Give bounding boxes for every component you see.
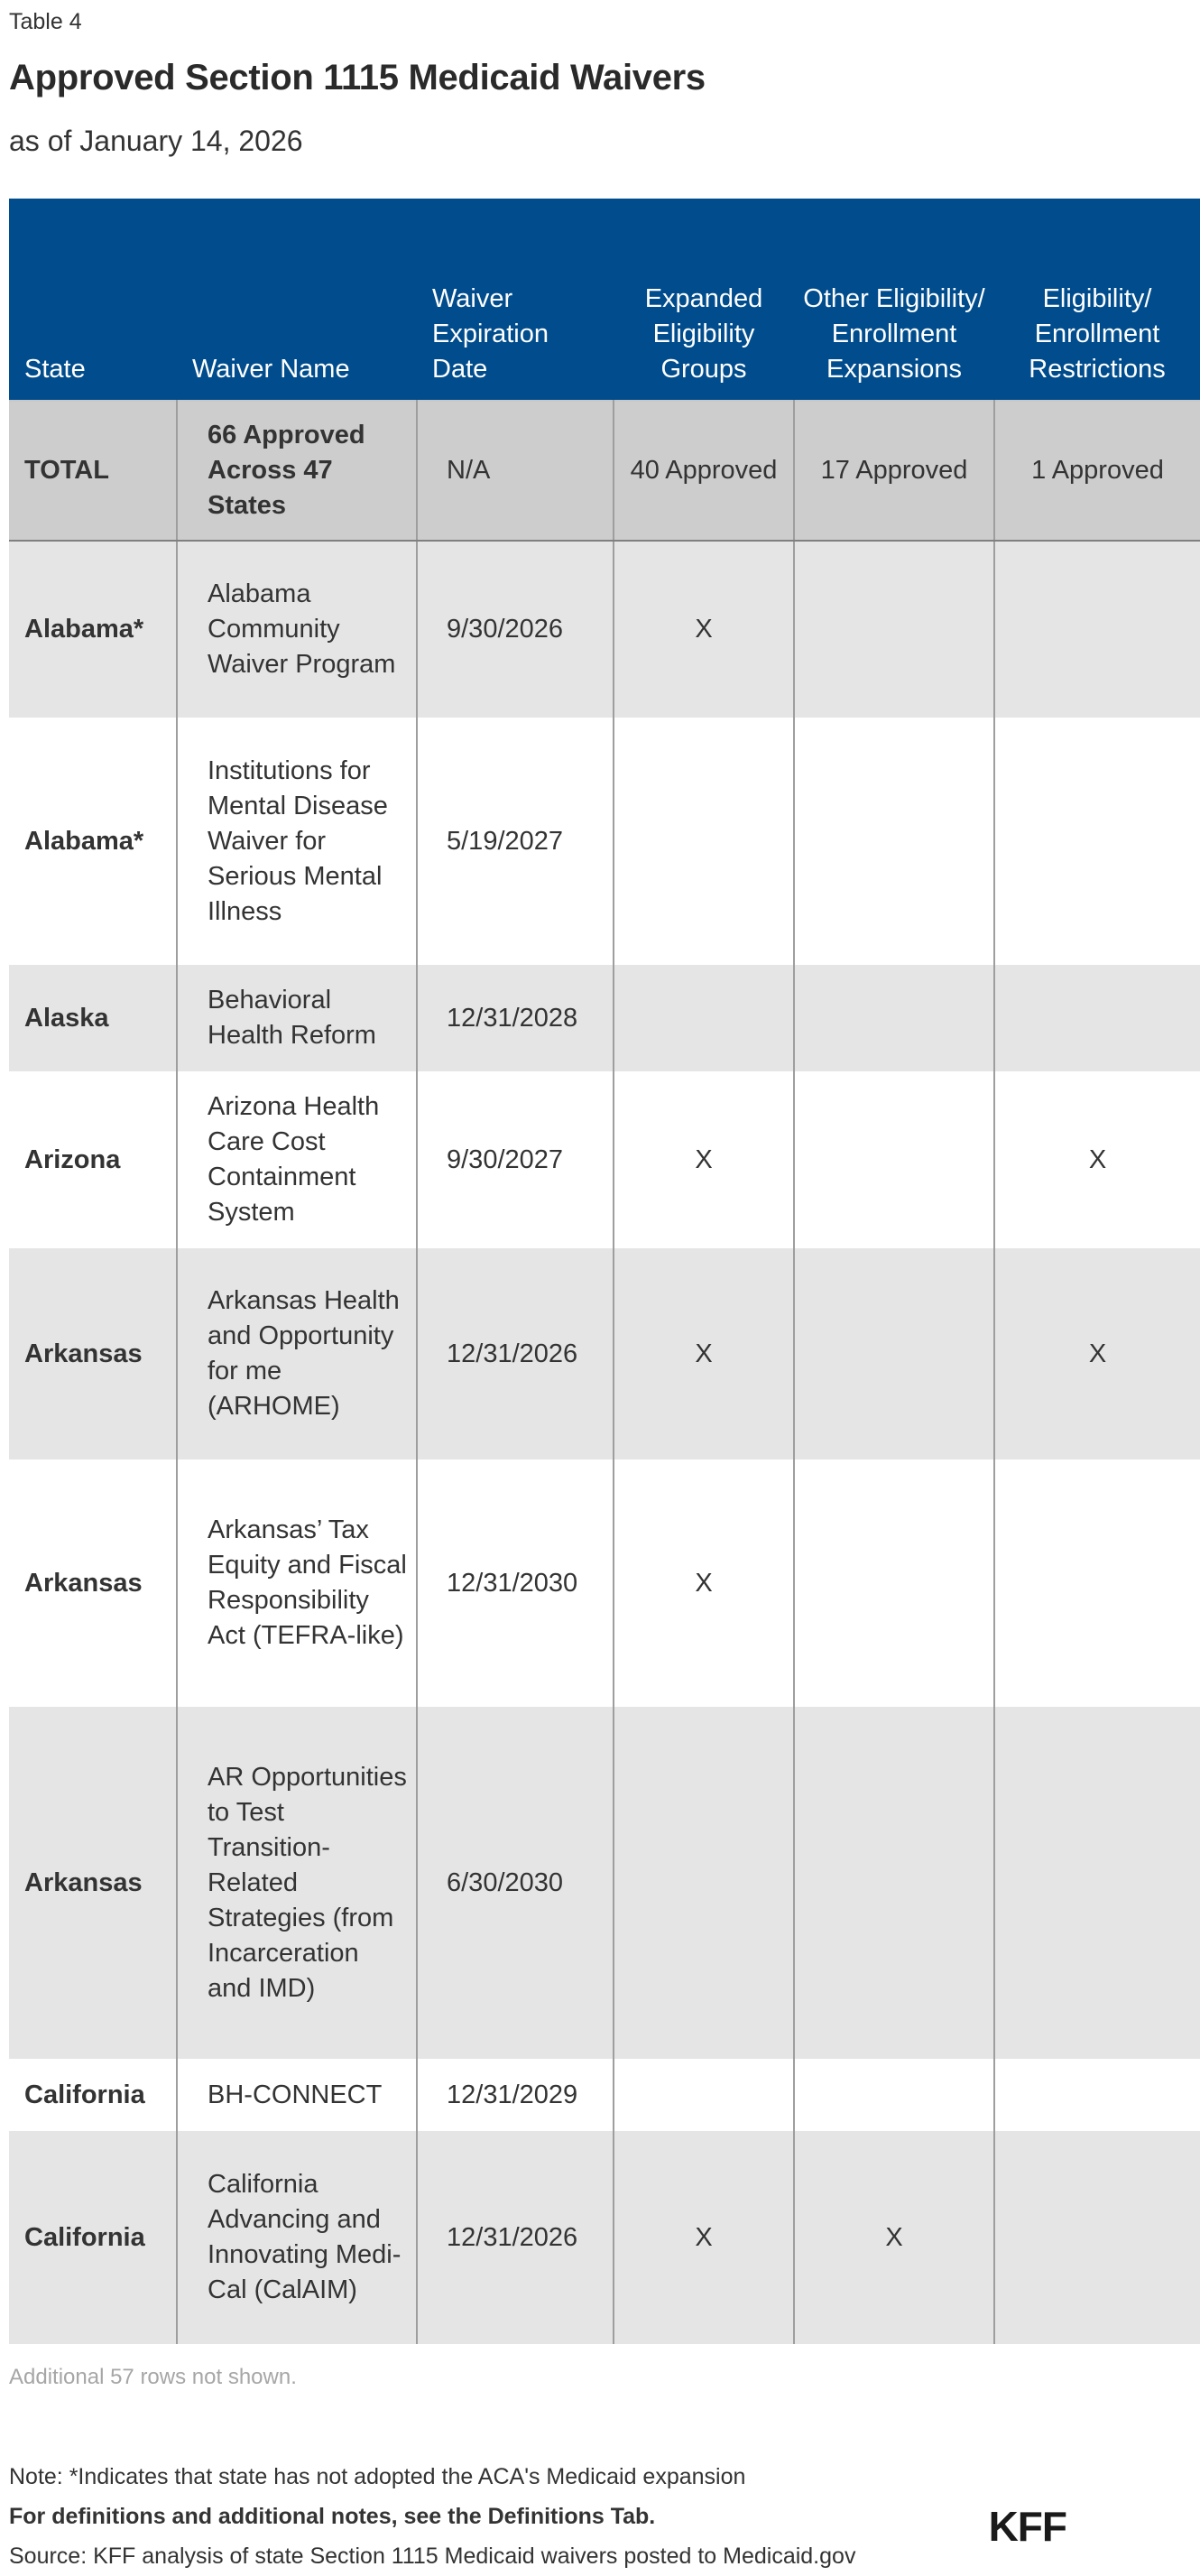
total-other-cell: 17 Approved: [794, 401, 994, 541]
state-cell: California: [9, 2059, 177, 2131]
expiration-date-cell: 9/30/2026: [417, 541, 614, 718]
restrictions-cell: [994, 965, 1200, 1071]
table-row-total: [9, 401, 1200, 541]
other-expansions-cell: [794, 1459, 994, 1707]
total-date-cell: N/A: [417, 401, 614, 541]
waiver-name-cell: Institutions for Mental Disease Waiver for Serious Mental Illness: [177, 718, 417, 965]
expiration-date-cell: 12/31/2026: [417, 2131, 614, 2344]
expiration-date-cell: 12/31/2026: [417, 1248, 614, 1459]
waiver-name-cell: Arizona Health Care Cost Containment System: [177, 1071, 417, 1248]
table-row: [9, 965, 1200, 1071]
table-label: Table 4: [9, 9, 82, 34]
expanded-eligibility-cell: [614, 718, 794, 965]
expiration-date-cell: 9/30/2027: [417, 1071, 614, 1248]
column-header-restrictions[interactable]: Eligibility/ Enrollment Restrictions: [994, 199, 1200, 401]
state-cell: Arkansas: [9, 1707, 177, 2059]
expanded-eligibility-cell: X: [614, 1459, 794, 1707]
expiration-date-cell: 6/30/2030: [417, 1707, 614, 2059]
restrictions-cell: [994, 2131, 1200, 2344]
table-row: [9, 1707, 1200, 2059]
total-expanded-cell: 40 Approved: [614, 401, 794, 541]
other-expansions-cell: [794, 1071, 994, 1248]
definitions-note: For definitions and additional notes, see the Definitions Tab.: [9, 2504, 656, 2529]
waiver-name-cell: Arkansas’ Tax Equity and Fiscal Responsibility Act (TEFRA-like): [177, 1459, 417, 1707]
expiration-date-cell: 12/31/2029: [417, 2059, 614, 2131]
table-row: [9, 541, 1200, 718]
expanded-eligibility-cell: X: [614, 1071, 794, 1248]
other-expansions-cell: [794, 718, 994, 965]
waiver-table-container[interactable]: [9, 199, 1166, 2349]
table-row: [9, 1071, 1200, 1248]
restrictions-cell: [994, 541, 1200, 718]
other-expansions-cell: [794, 541, 994, 718]
state-cell: Arizona: [9, 1071, 177, 1248]
page-subtitle: as of January 14, 2026: [9, 125, 303, 157]
total-restrictions-cell: 1 Approved: [994, 401, 1200, 541]
waiver-name-cell: Behavioral Health Reform: [177, 965, 417, 1071]
expanded-eligibility-cell: X: [614, 2131, 794, 2344]
waiver-table: [9, 199, 1200, 2344]
state-cell: California: [9, 2131, 177, 2344]
expanded-eligibility-cell: X: [614, 541, 794, 718]
waiver-name-cell: AR Opportunities to Test Transition-Related Strategies (from Incarceration and IMD): [177, 1707, 417, 2059]
total-name-cell: 66 Approved Across 47 States: [177, 401, 417, 541]
restrictions-cell: [994, 1707, 1200, 2059]
other-expansions-cell: [794, 1248, 994, 1459]
column-header-expanded-eligibility[interactable]: Expanded Eligibility Groups: [614, 199, 794, 401]
expiration-date-cell: 5/19/2027: [417, 718, 614, 965]
column-header-other-expansions[interactable]: Other Eligibility/ Enrollment Expansions: [794, 199, 994, 401]
state-cell: Alabama*: [9, 718, 177, 965]
restrictions-cell: X: [994, 1071, 1200, 1248]
expanded-eligibility-cell: [614, 2059, 794, 2131]
total-state-cell: TOTAL: [9, 401, 177, 541]
other-expansions-cell: [794, 1707, 994, 2059]
waiver-name-cell: California Advancing and Innovating Medi-Cal (CalAIM): [177, 2131, 417, 2344]
state-cell: Alaska: [9, 965, 177, 1071]
other-expansions-cell: [794, 965, 994, 1071]
expanded-eligibility-cell: X: [614, 1248, 794, 1459]
state-cell: Arkansas: [9, 1248, 177, 1459]
expiration-date-cell: 12/31/2030: [417, 1459, 614, 1707]
waiver-name-cell: BH-CONNECT: [177, 2059, 417, 2131]
other-expansions-cell: [794, 2059, 994, 2131]
column-header-expiration-date[interactable]: Waiver Expiration Date: [417, 199, 614, 401]
kff-logo: KFF: [988, 2503, 1066, 2550]
expanded-eligibility-cell: [614, 1707, 794, 2059]
source-note: Source: KFF analysis of state Section 1115 Medicaid waivers posted to Medicaid.gov: [9, 2544, 856, 2569]
waiver-name-cell: Arkansas Health and Opportunity for me (ARHOME): [177, 1248, 417, 1459]
restrictions-cell: X: [994, 1248, 1200, 1459]
state-cell: Arkansas: [9, 1459, 177, 1707]
other-expansions-cell: X: [794, 2131, 994, 2344]
table-header-row: [9, 199, 1200, 401]
expansion-note: Note: *Indicates that state has not adopted the ACA's Medicaid expansion: [9, 2464, 746, 2489]
state-cell: Alabama*: [9, 541, 177, 718]
table-row: [9, 1459, 1200, 1707]
more-rows-note: Additional 57 rows not shown.: [9, 2365, 297, 2389]
table-row: [9, 718, 1200, 965]
page-title: Approved Section 1115 Medicaid Waivers: [9, 58, 706, 97]
expanded-eligibility-cell: [614, 965, 794, 1071]
restrictions-cell: [994, 2059, 1200, 2131]
table-row: [9, 2131, 1200, 2344]
column-header-waiver-name[interactable]: Waiver Name: [177, 199, 417, 401]
restrictions-cell: [994, 1459, 1200, 1707]
table-row: [9, 2059, 1200, 2131]
waiver-name-cell: Alabama Community Waiver Program: [177, 541, 417, 718]
table-row: [9, 1248, 1200, 1459]
column-header-state[interactable]: State: [9, 199, 177, 401]
expiration-date-cell: 12/31/2028: [417, 965, 614, 1071]
footer-notes: [9, 2457, 855, 2576]
restrictions-cell: [994, 718, 1200, 965]
